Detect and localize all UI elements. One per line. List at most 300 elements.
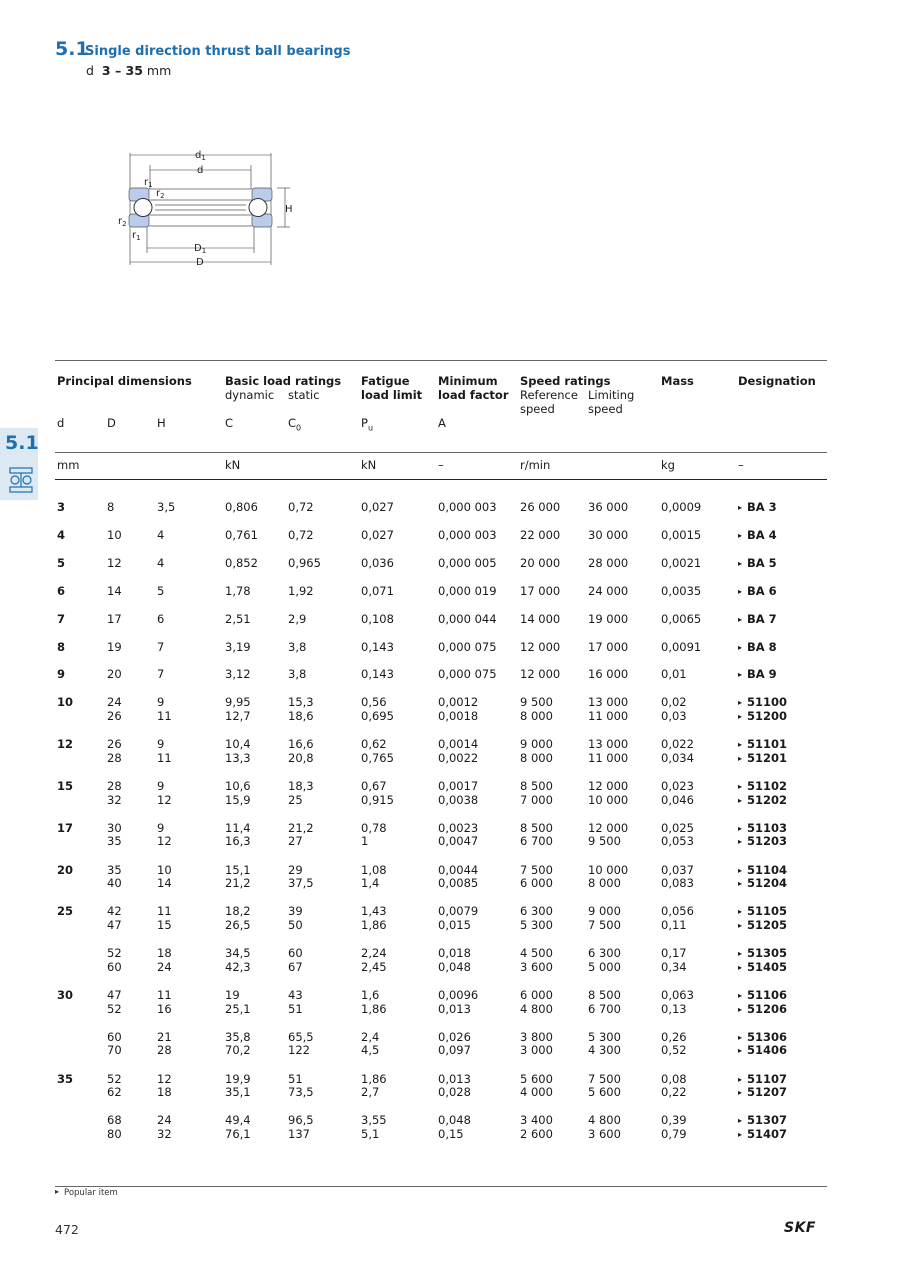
mass-cell: 0,11 bbox=[661, 918, 687, 932]
designation-text: 51407 bbox=[747, 1127, 788, 1141]
fatigue-limit-cell: 0,036 bbox=[361, 555, 394, 570]
designation-text: BA 7 bbox=[747, 611, 777, 626]
header-speed: Speed ratings bbox=[520, 374, 611, 388]
dynamic-rating-cell: 10,4 bbox=[225, 737, 251, 752]
min-load-factor-cell: 0,000 044 bbox=[438, 611, 497, 626]
min-load-factor-cell: 0,026 bbox=[438, 1029, 471, 1044]
label-r1-bottom: $r_1$ bbox=[132, 230, 141, 242]
min-load-factor-cell: 0,013 bbox=[438, 1001, 471, 1016]
limiting-speed-cell: 12 000 bbox=[588, 820, 629, 835]
height-cell: 32 bbox=[157, 1127, 172, 1141]
designation-cell bbox=[738, 751, 787, 767]
label-d1: $d_1$ bbox=[195, 150, 206, 162]
section-title: Single direction thrust ball bearings bbox=[85, 44, 351, 59]
header-designation: Designation bbox=[738, 374, 816, 388]
popular-marker-icon: ▸ bbox=[738, 586, 743, 596]
bearing-diagram bbox=[115, 145, 305, 270]
unit-rmin: r/min bbox=[520, 458, 551, 472]
outer-diameter-cell: 28 bbox=[107, 750, 122, 765]
reference-speed-cell: 20 000 bbox=[520, 555, 561, 570]
dynamic-rating-cell: 42,3 bbox=[225, 959, 251, 974]
designation-text: 51305 bbox=[747, 946, 788, 961]
bore-diameter: 3 bbox=[57, 500, 66, 514]
outer-diameter-cell: 42 bbox=[107, 904, 122, 919]
fatigue-limit-cell: 0,695 bbox=[361, 709, 394, 723]
outer-diameter-cell: 52 bbox=[107, 946, 122, 961]
unit-kN-ratings: kN bbox=[225, 458, 241, 472]
table-top-rule bbox=[55, 360, 827, 361]
popular-marker-icon: ▸ bbox=[738, 670, 743, 680]
limiting-speed-cell: 4 300 bbox=[588, 1043, 621, 1058]
static-rating-cell: 15,3 bbox=[288, 695, 314, 710]
fatigue-limit-cell: 0,67 bbox=[361, 778, 387, 793]
designation-cell bbox=[738, 876, 787, 892]
label-D1: $D_1$ bbox=[194, 243, 207, 255]
min-load-factor-cell: 0,048 bbox=[438, 1113, 471, 1128]
limiting-speed-cell: 19 000 bbox=[588, 611, 629, 626]
fatigue-limit-cell: 1,43 bbox=[361, 904, 387, 919]
mass-cell: 0,0091 bbox=[661, 639, 702, 654]
designation-text: 51203 bbox=[747, 834, 788, 849]
popular-marker-icon: ▸ bbox=[738, 1130, 743, 1139]
fatigue-limit-cell: 1,86 bbox=[361, 1071, 387, 1086]
static-rating-cell: 39 bbox=[288, 904, 303, 919]
min-load-factor-cell: 0,000 075 bbox=[438, 667, 497, 682]
header-limiting-2: speed bbox=[588, 402, 623, 416]
popular-marker-icon: ▸ bbox=[738, 614, 743, 624]
dynamic-rating-cell: 3,12 bbox=[225, 667, 251, 682]
reference-speed-cell: 26 000 bbox=[520, 500, 561, 514]
header-minimum-1: Minimum bbox=[438, 374, 498, 388]
outer-diameter-cell: 40 bbox=[107, 876, 122, 891]
designation-cell bbox=[738, 1002, 787, 1018]
designation-cell bbox=[738, 793, 787, 809]
dynamic-rating-cell: 19 bbox=[225, 987, 240, 1002]
bore-diameter: 25 bbox=[57, 904, 74, 919]
header-limiting-1: Limiting bbox=[588, 388, 635, 402]
label-H: H bbox=[285, 204, 293, 215]
reference-speed-cell: 8 000 bbox=[520, 709, 553, 723]
designation-text: 51307 bbox=[747, 1113, 788, 1128]
mass-cell: 0,79 bbox=[661, 1127, 687, 1141]
fatigue-limit-cell: 0,027 bbox=[361, 527, 394, 542]
reference-speed-cell: 6 000 bbox=[520, 876, 553, 891]
bore-diameter: 9 bbox=[57, 667, 66, 682]
reference-speed-cell: 3 000 bbox=[520, 1043, 553, 1058]
designation-cell bbox=[738, 709, 787, 725]
height-cell: 4 bbox=[157, 555, 165, 570]
mass-cell: 0,083 bbox=[661, 876, 694, 891]
reference-speed-cell: 6 300 bbox=[520, 904, 553, 919]
designation-cell bbox=[738, 834, 787, 850]
label-r2-top: $r_2$ bbox=[156, 188, 165, 200]
reference-speed-cell: 9 000 bbox=[520, 737, 553, 752]
designation-cell bbox=[738, 1085, 787, 1101]
dynamic-rating-cell: 21,2 bbox=[225, 876, 251, 891]
popular-marker-icon: ▸ bbox=[738, 1074, 743, 1084]
height-cell: 15 bbox=[157, 918, 172, 932]
skf-logo: SKF bbox=[784, 1220, 816, 1236]
label-r1-top: $r_1$ bbox=[144, 177, 153, 189]
outer-diameter-cell: 60 bbox=[107, 1029, 122, 1044]
header-reference-1: Reference bbox=[520, 388, 578, 402]
outer-diameter-cell: 60 bbox=[107, 959, 122, 974]
static-rating-cell: 18,6 bbox=[288, 709, 314, 723]
popular-marker-icon: ▸ bbox=[738, 1116, 743, 1126]
min-load-factor-cell: 0,0018 bbox=[438, 709, 479, 723]
dynamic-rating-cell: 25,1 bbox=[225, 1001, 251, 1016]
static-rating-cell: 27 bbox=[288, 834, 303, 849]
range-value: 3 – 35 bbox=[101, 63, 143, 78]
outer-diameter-cell: 12 bbox=[107, 555, 122, 570]
outer-diameter-cell: 52 bbox=[107, 1071, 122, 1086]
dynamic-rating-cell: 34,5 bbox=[225, 946, 251, 961]
popular-marker-icon: ▸ bbox=[738, 949, 743, 959]
height-cell: 9 bbox=[157, 695, 165, 710]
symbol-C: C bbox=[225, 416, 234, 430]
designation-cell bbox=[738, 556, 777, 572]
popular-marker-icon: ▸ bbox=[738, 781, 743, 791]
popular-marker-icon: ▸ bbox=[55, 1187, 60, 1196]
footnote bbox=[55, 1188, 118, 1198]
header-fatigue-2: load limit bbox=[361, 388, 423, 402]
header-fatigue-1: Fatigue bbox=[361, 374, 410, 388]
dynamic-rating-cell: 0,852 bbox=[225, 555, 258, 570]
designation-text: 51104 bbox=[747, 862, 788, 877]
range-prefix: d bbox=[86, 63, 94, 78]
min-load-factor-cell: 0,0012 bbox=[438, 695, 479, 710]
reference-speed-cell: 8 000 bbox=[520, 750, 553, 765]
min-load-factor-cell: 0,0085 bbox=[438, 876, 479, 891]
dynamic-rating-cell: 35,8 bbox=[225, 1029, 251, 1044]
dynamic-rating-cell: 1,78 bbox=[225, 583, 251, 598]
mass-cell: 0,023 bbox=[661, 778, 694, 793]
limiting-speed-cell: 5 600 bbox=[588, 1085, 621, 1100]
outer-diameter-cell: 35 bbox=[107, 834, 122, 849]
mass-cell: 0,03 bbox=[661, 709, 687, 723]
outer-diameter-cell: 19 bbox=[107, 639, 122, 654]
designation-text: 51106 bbox=[747, 987, 788, 1002]
outer-diameter-cell: 68 bbox=[107, 1113, 122, 1128]
limiting-speed-cell: 13 000 bbox=[588, 695, 629, 710]
dynamic-rating-cell: 2,51 bbox=[225, 611, 251, 626]
designation-text: BA 3 bbox=[747, 500, 777, 514]
fatigue-limit-cell: 0,56 bbox=[361, 695, 387, 710]
height-cell: 14 bbox=[157, 876, 172, 891]
height-cell: 12 bbox=[157, 792, 172, 807]
height-cell: 5 bbox=[157, 583, 165, 598]
dynamic-rating-cell: 19,9 bbox=[225, 1071, 251, 1086]
bore-diameter: 35 bbox=[57, 1071, 74, 1086]
popular-marker-icon: ▸ bbox=[738, 823, 743, 833]
static-rating-cell: 73,5 bbox=[288, 1085, 314, 1100]
mass-cell: 0,0021 bbox=[661, 555, 702, 570]
reference-speed-cell: 3 600 bbox=[520, 959, 553, 974]
reference-speed-cell: 22 000 bbox=[520, 527, 561, 542]
fatigue-limit-cell: 4,5 bbox=[361, 1043, 380, 1058]
min-load-factor-cell: 0,0044 bbox=[438, 862, 479, 877]
reference-speed-cell: 8 500 bbox=[520, 778, 553, 793]
designation-text: 51204 bbox=[747, 876, 788, 891]
mass-cell: 0,025 bbox=[661, 820, 694, 835]
popular-marker-icon: ▸ bbox=[738, 990, 743, 1000]
min-load-factor-cell: 0,0038 bbox=[438, 792, 479, 807]
static-rating-cell: 16,6 bbox=[288, 737, 314, 752]
height-cell: 11 bbox=[157, 904, 172, 919]
min-load-factor-cell: 0,0047 bbox=[438, 834, 479, 849]
designation-text: 51202 bbox=[747, 792, 788, 807]
height-cell: 6 bbox=[157, 611, 165, 626]
dynamic-rating-cell: 70,2 bbox=[225, 1043, 251, 1058]
reference-speed-cell: 4 800 bbox=[520, 1001, 553, 1016]
outer-diameter-cell: 28 bbox=[107, 778, 122, 793]
min-load-factor-cell: 0,000 075 bbox=[438, 639, 497, 654]
designation-text: 51201 bbox=[747, 750, 788, 765]
dynamic-rating-cell: 11,4 bbox=[225, 820, 251, 835]
dynamic-rating-cell: 13,3 bbox=[225, 750, 251, 765]
mass-cell: 0,39 bbox=[661, 1113, 687, 1128]
min-load-factor-cell: 0,15 bbox=[438, 1127, 464, 1141]
limiting-speed-cell: 6 300 bbox=[588, 946, 621, 961]
height-cell: 28 bbox=[157, 1043, 172, 1058]
mass-cell: 0,17 bbox=[661, 946, 687, 961]
fatigue-limit-cell: 0,027 bbox=[361, 500, 394, 514]
unit-mm: mm bbox=[57, 458, 80, 472]
fatigue-limit-cell: 3,55 bbox=[361, 1113, 387, 1128]
mass-cell: 0,01 bbox=[661, 667, 687, 682]
popular-marker-icon: ▸ bbox=[738, 503, 743, 512]
limiting-speed-cell: 5 000 bbox=[588, 959, 621, 974]
designation-cell bbox=[738, 612, 777, 628]
height-cell: 24 bbox=[157, 959, 172, 974]
min-load-factor-cell: 0,0096 bbox=[438, 987, 479, 1002]
outer-diameter-cell: 80 bbox=[107, 1127, 122, 1141]
section-number: 5.1 bbox=[55, 38, 89, 60]
designation-text: 51205 bbox=[747, 918, 788, 932]
outer-diameter-cell: 24 bbox=[107, 695, 122, 710]
table-bottom-rule bbox=[55, 1186, 827, 1187]
static-rating-cell: 0,72 bbox=[288, 500, 314, 514]
limiting-speed-cell: 7 500 bbox=[588, 1071, 621, 1086]
limiting-speed-cell: 28 000 bbox=[588, 555, 629, 570]
fatigue-limit-cell: 1,86 bbox=[361, 1001, 387, 1016]
reference-speed-cell: 5 300 bbox=[520, 918, 553, 932]
static-rating-cell: 60 bbox=[288, 946, 303, 961]
fatigue-limit-cell: 1,4 bbox=[361, 876, 380, 891]
designation-cell bbox=[738, 960, 787, 976]
reference-speed-cell: 6 000 bbox=[520, 987, 553, 1002]
mass-cell: 0,0015 bbox=[661, 527, 702, 542]
static-rating-cell: 25 bbox=[288, 792, 303, 807]
limiting-speed-cell: 17 000 bbox=[588, 639, 629, 654]
static-rating-cell: 65,5 bbox=[288, 1029, 314, 1044]
mass-cell: 0,063 bbox=[661, 987, 694, 1002]
static-rating-cell: 21,2 bbox=[288, 820, 314, 835]
designation-text: 51100 bbox=[747, 695, 788, 710]
static-rating-cell: 96,5 bbox=[288, 1113, 314, 1128]
outer-diameter-cell: 32 bbox=[107, 792, 122, 807]
static-rating-cell: 0,72 bbox=[288, 527, 314, 542]
outer-diameter-cell: 47 bbox=[107, 918, 122, 932]
table-header-rule bbox=[55, 479, 827, 480]
symbol-d: d bbox=[57, 416, 65, 430]
designation-cell bbox=[738, 640, 777, 656]
height-cell: 7 bbox=[157, 639, 165, 654]
mass-cell: 0,02 bbox=[661, 695, 687, 710]
mass-cell: 0,053 bbox=[661, 834, 694, 849]
fatigue-limit-cell: 1,08 bbox=[361, 862, 387, 877]
bore-diameter: 17 bbox=[57, 820, 74, 835]
fatigue-limit-cell: 1,6 bbox=[361, 987, 380, 1002]
min-load-factor-cell: 0,097 bbox=[438, 1043, 471, 1058]
designation-text: BA 9 bbox=[747, 667, 777, 682]
reference-speed-cell: 17 000 bbox=[520, 583, 561, 598]
designation-cell bbox=[738, 667, 777, 683]
min-load-factor-cell: 0,0079 bbox=[438, 904, 479, 919]
limiting-speed-cell: 11 000 bbox=[588, 709, 629, 723]
outer-diameter-cell: 47 bbox=[107, 987, 122, 1002]
outer-diameter-cell: 52 bbox=[107, 1001, 122, 1016]
limiting-speed-cell: 9 000 bbox=[588, 904, 621, 919]
height-cell: 12 bbox=[157, 1071, 172, 1086]
static-rating-cell: 20,8 bbox=[288, 750, 314, 765]
reference-speed-cell: 7 000 bbox=[520, 792, 553, 807]
height-cell: 3,5 bbox=[157, 500, 176, 514]
unit-kg: kg bbox=[661, 458, 675, 472]
fatigue-limit-cell: 0,071 bbox=[361, 583, 394, 598]
fatigue-limit-cell: 2,7 bbox=[361, 1085, 380, 1100]
designation-text: 51306 bbox=[747, 1029, 788, 1044]
popular-marker-icon: ▸ bbox=[738, 962, 743, 972]
min-load-factor-cell: 0,000 003 bbox=[438, 527, 497, 542]
label-r2-bottom: $r_2$ bbox=[118, 216, 127, 228]
header-reference-2: speed bbox=[520, 402, 555, 416]
height-cell: 9 bbox=[157, 820, 165, 835]
height-cell: 11 bbox=[157, 750, 172, 765]
dynamic-rating-cell: 76,1 bbox=[225, 1127, 251, 1141]
unit-dash-factor: – bbox=[438, 458, 444, 472]
designation-text: 51206 bbox=[747, 1001, 788, 1016]
section-range bbox=[86, 63, 171, 78]
limiting-speed-cell: 11 000 bbox=[588, 750, 629, 765]
dynamic-rating-cell: 26,5 bbox=[225, 918, 251, 932]
fatigue-limit-cell: 0,143 bbox=[361, 639, 394, 654]
designation-text: BA 8 bbox=[747, 639, 777, 654]
popular-marker-icon: ▸ bbox=[738, 740, 743, 750]
limiting-speed-cell: 8 000 bbox=[588, 876, 621, 891]
mass-cell: 0,056 bbox=[661, 904, 694, 919]
header-basic: Basic load ratings bbox=[225, 374, 342, 388]
static-rating-cell: 51 bbox=[288, 1071, 303, 1086]
mass-cell: 0,52 bbox=[661, 1043, 687, 1058]
fatigue-limit-cell: 0,62 bbox=[361, 737, 387, 752]
fatigue-limit-cell: 0,143 bbox=[361, 667, 394, 682]
bore-diameter: 5 bbox=[57, 555, 66, 570]
header-dynamic: dynamic bbox=[225, 388, 275, 402]
limiting-speed-cell: 16 000 bbox=[588, 667, 629, 682]
reference-speed-cell: 3 800 bbox=[520, 1029, 553, 1044]
popular-marker-icon: ▸ bbox=[738, 530, 743, 540]
height-cell: 7 bbox=[157, 667, 165, 682]
designation-text: 51103 bbox=[747, 820, 788, 835]
fatigue-limit-cell: 2,4 bbox=[361, 1029, 380, 1044]
height-cell: 18 bbox=[157, 1085, 172, 1100]
static-rating-cell: 29 bbox=[288, 862, 303, 877]
fatigue-limit-cell: 0,108 bbox=[361, 611, 394, 626]
outer-diameter-cell: 10 bbox=[107, 527, 122, 542]
static-rating-cell: 137 bbox=[288, 1127, 310, 1141]
fatigue-limit-cell: 2,24 bbox=[361, 946, 387, 961]
limiting-speed-cell: 24 000 bbox=[588, 583, 629, 598]
mass-cell: 0,34 bbox=[661, 959, 687, 974]
outer-diameter-cell: 8 bbox=[107, 500, 115, 514]
height-cell: 18 bbox=[157, 946, 172, 961]
popular-marker-icon: ▸ bbox=[738, 879, 743, 889]
outer-diameter-cell: 35 bbox=[107, 862, 122, 877]
reference-speed-cell: 9 500 bbox=[520, 695, 553, 710]
symbol-H: H bbox=[157, 416, 166, 430]
reference-speed-cell: 5 600 bbox=[520, 1071, 553, 1086]
bore-diameter: 4 bbox=[57, 527, 66, 542]
header-principal: Principal dimensions bbox=[57, 374, 192, 388]
popular-marker-icon: ▸ bbox=[738, 1046, 743, 1056]
mass-cell: 0,0009 bbox=[661, 500, 702, 514]
popular-marker-icon: ▸ bbox=[738, 921, 743, 930]
popular-marker-icon: ▸ bbox=[738, 753, 743, 763]
unit-dash-designation: – bbox=[738, 458, 744, 472]
limiting-speed-cell: 30 000 bbox=[588, 527, 629, 542]
fatigue-limit-cell: 0,765 bbox=[361, 750, 394, 765]
height-cell: 16 bbox=[157, 1001, 172, 1016]
header-static: static bbox=[288, 388, 320, 402]
designation-cell bbox=[738, 918, 787, 934]
reference-speed-cell: 12 000 bbox=[520, 639, 561, 654]
static-rating-cell: 18,3 bbox=[288, 778, 314, 793]
min-load-factor-cell: 0,048 bbox=[438, 959, 471, 974]
designation-cell bbox=[738, 528, 777, 544]
designation-text: 51105 bbox=[747, 904, 788, 919]
limiting-speed-cell: 9 500 bbox=[588, 834, 621, 849]
page-number: 472 bbox=[55, 1222, 79, 1237]
designation-text: 51101 bbox=[747, 737, 788, 752]
designation-cell bbox=[738, 584, 777, 600]
bore-diameter: 7 bbox=[57, 611, 66, 626]
popular-marker-icon: ▸ bbox=[738, 907, 743, 917]
mass-cell: 0,0035 bbox=[661, 583, 702, 598]
mass-cell: 0,0065 bbox=[661, 611, 702, 626]
static-rating-cell: 2,9 bbox=[288, 611, 307, 626]
mass-cell: 0,034 bbox=[661, 750, 694, 765]
designation-text: BA 5 bbox=[747, 555, 777, 570]
min-load-factor-cell: 0,028 bbox=[438, 1085, 471, 1100]
reference-speed-cell: 2 600 bbox=[520, 1127, 553, 1141]
fatigue-limit-cell: 1,86 bbox=[361, 918, 387, 932]
min-load-factor-cell: 0,013 bbox=[438, 1071, 471, 1086]
limiting-speed-cell: 13 000 bbox=[588, 737, 629, 752]
fatigue-limit-cell: 0,78 bbox=[361, 820, 387, 835]
designation-text: 51107 bbox=[747, 1071, 788, 1086]
limiting-speed-cell: 6 700 bbox=[588, 1001, 621, 1016]
limiting-speed-cell: 3 600 bbox=[588, 1127, 621, 1141]
reference-speed-cell: 12 000 bbox=[520, 667, 561, 682]
dynamic-rating-cell: 9,95 bbox=[225, 695, 251, 710]
dynamic-rating-cell: 15,9 bbox=[225, 792, 251, 807]
limiting-speed-cell: 7 500 bbox=[588, 918, 621, 932]
reference-speed-cell: 7 500 bbox=[520, 862, 553, 877]
bore-diameter: 20 bbox=[57, 862, 74, 877]
static-rating-cell: 51 bbox=[288, 1001, 303, 1016]
popular-marker-icon: ▸ bbox=[738, 1032, 743, 1042]
